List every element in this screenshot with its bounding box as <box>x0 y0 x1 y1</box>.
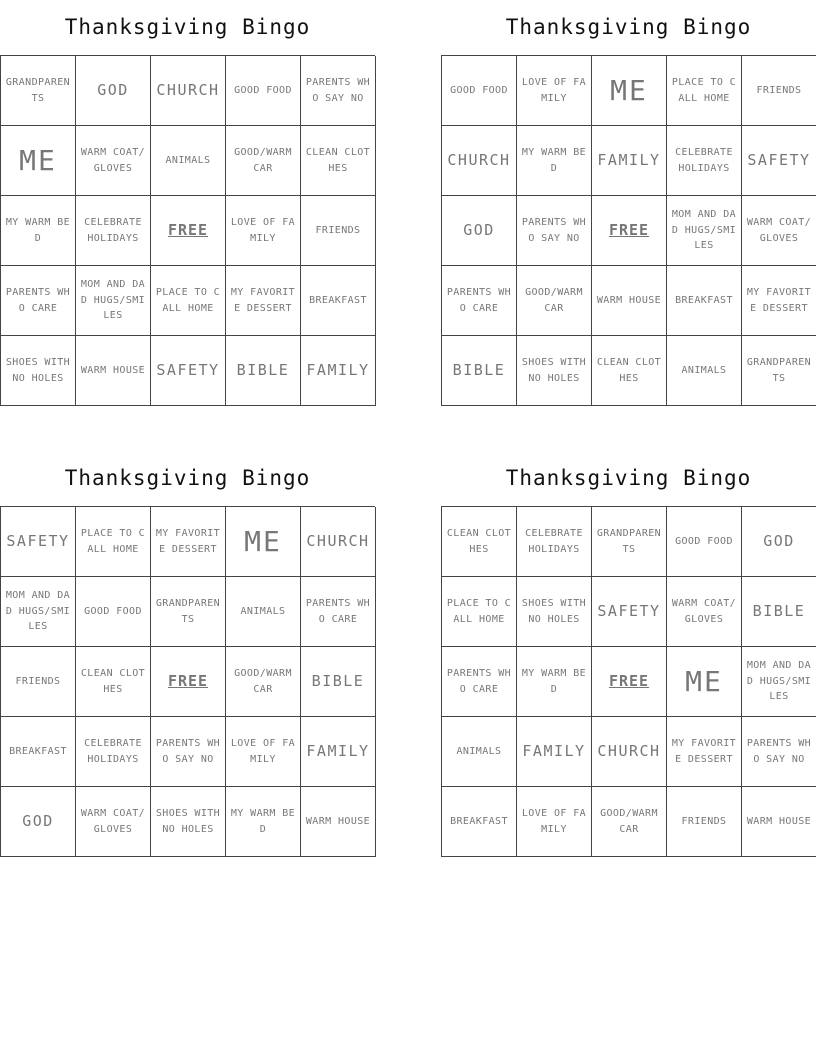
bingo-card-1 <box>0 0 375 406</box>
bingo-cell: ANIMALS <box>667 336 742 406</box>
bingo-cell: ME <box>667 647 742 717</box>
bingo-cell: GOOD/WARM CAR <box>226 126 301 196</box>
bingo-cell: WARM COAT/GLOVES <box>76 787 151 857</box>
bingo-cell: FAMILY <box>301 717 376 787</box>
card-title: Thanksgiving Bingo <box>505 466 752 490</box>
card-title: Thanksgiving Bingo <box>505 15 752 39</box>
bingo-cell: PARENTS WHO CARE <box>1 266 76 336</box>
bingo-cell: BREAKFAST <box>301 266 376 336</box>
bingo-cell: GOD <box>442 196 517 266</box>
bingo-cell: LOVE OF FAMILY <box>226 196 301 266</box>
free-space: FREE <box>592 196 667 266</box>
bingo-cell: BIBLE <box>226 336 301 406</box>
bingo-cell: SHOES WITH NO HOLES <box>1 336 76 406</box>
bingo-cell: CELEBRATE HOLIDAYS <box>76 717 151 787</box>
bingo-cell: WARM HOUSE <box>301 787 376 857</box>
bingo-cell: SHOES WITH NO HOLES <box>517 336 592 406</box>
bingo-cell: BIBLE <box>742 577 816 647</box>
bingo-cell: SHOES WITH NO HOLES <box>151 787 226 857</box>
bingo-cell: FAMILY <box>517 717 592 787</box>
bingo-cell: MOM AND DAD HUGS/SMILES <box>1 577 76 647</box>
bingo-cell: CHURCH <box>592 717 667 787</box>
bingo-cell: PARENTS WHO CARE <box>301 577 376 647</box>
bingo-cell: PARENTS WHO SAY NO <box>742 717 816 787</box>
bingo-cell: BREAKFAST <box>667 266 742 336</box>
bingo-grid <box>441 55 816 406</box>
bingo-cell: MY FAVORITE DESSERT <box>742 266 816 336</box>
bingo-cell: ANIMALS <box>442 717 517 787</box>
bingo-cell: GOOD/WARM CAR <box>592 787 667 857</box>
bingo-cell: PARENTS WHO CARE <box>442 647 517 717</box>
bingo-cell: PLACE TO CALL HOME <box>76 507 151 577</box>
bingo-cell: CELEBRATE HOLIDAYS <box>667 126 742 196</box>
bingo-cell: CHURCH <box>301 507 376 577</box>
bingo-cell: PLACE TO CALL HOME <box>442 577 517 647</box>
bingo-cell: GOOD/WARM CAR <box>517 266 592 336</box>
bingo-cell: GRANDPARENTS <box>742 336 816 406</box>
bingo-cell: MY WARM BED <box>517 647 592 717</box>
bingo-cell: WARM HOUSE <box>76 336 151 406</box>
bingo-cell: GOOD FOOD <box>76 577 151 647</box>
bingo-cell: GOOD FOOD <box>442 56 517 126</box>
bingo-grid <box>441 506 816 857</box>
bingo-cell: FAMILY <box>301 336 376 406</box>
bingo-cell: GOOD/WARM CAR <box>226 647 301 717</box>
bingo-cell: CLEAN CLOTHES <box>442 507 517 577</box>
bingo-card-3 <box>0 451 375 857</box>
card-title: Thanksgiving Bingo <box>64 466 311 490</box>
bingo-cell: MY FAVORITE DESSERT <box>667 717 742 787</box>
free-space: FREE <box>151 647 226 717</box>
bingo-cell: CELEBRATE HOLIDAYS <box>517 507 592 577</box>
bingo-cell: BREAKFAST <box>442 787 517 857</box>
bingo-cell: BIBLE <box>301 647 376 717</box>
bingo-cell: WARM COAT/GLOVES <box>742 196 816 266</box>
bingo-cell: SHOES WITH NO HOLES <box>517 577 592 647</box>
bingo-cell: SAFETY <box>151 336 226 406</box>
bingo-cell: LOVE OF FAMILY <box>517 56 592 126</box>
bingo-cell: SAFETY <box>592 577 667 647</box>
bingo-cell: MOM AND DAD HUGS/SMILES <box>76 266 151 336</box>
bingo-cell: SAFETY <box>1 507 76 577</box>
bingo-cell: MOM AND DAD HUGS/SMILES <box>742 647 816 717</box>
bingo-cell: MY FAVORITE DESSERT <box>151 507 226 577</box>
free-space: FREE <box>592 647 667 717</box>
bingo-cell: FRIENDS <box>1 647 76 717</box>
bingo-cell: CHURCH <box>151 56 226 126</box>
bingo-cell: CELEBRATE HOLIDAYS <box>76 196 151 266</box>
bingo-cell: GRANDPARENTS <box>151 577 226 647</box>
bingo-cell: GOD <box>76 56 151 126</box>
bingo-card-2 <box>441 0 816 406</box>
bingo-cell: GRANDPARENTS <box>1 56 76 126</box>
bingo-cell: PLACE TO CALL HOME <box>151 266 226 336</box>
bingo-cell: FRIENDS <box>301 196 376 266</box>
bingo-cell: BIBLE <box>442 336 517 406</box>
bingo-cell: BREAKFAST <box>1 717 76 787</box>
bingo-cell: MY WARM BED <box>517 126 592 196</box>
bingo-cell: WARM COAT/GLOVES <box>76 126 151 196</box>
bingo-cell: ME <box>1 126 76 196</box>
bingo-cell: PARENTS WHO SAY NO <box>517 196 592 266</box>
bingo-cell: PARENTS WHO SAY NO <box>301 56 376 126</box>
bingo-grid <box>0 55 375 406</box>
bingo-cell: PARENTS WHO SAY NO <box>151 717 226 787</box>
card-title: Thanksgiving Bingo <box>64 15 311 39</box>
bingo-cell: MY WARM BED <box>1 196 76 266</box>
bingo-cell: MOM AND DAD HUGS/SMILES <box>667 196 742 266</box>
bingo-cell: GOOD FOOD <box>667 507 742 577</box>
bingo-cell: MY FAVORITE DESSERT <box>226 266 301 336</box>
bingo-cell: PARENTS WHO CARE <box>442 266 517 336</box>
bingo-cell: ME <box>592 56 667 126</box>
bingo-cell: CLEAN CLOTHES <box>76 647 151 717</box>
bingo-cell: MY WARM BED <box>226 787 301 857</box>
free-space: FREE <box>151 196 226 266</box>
bingo-cell: FAMILY <box>592 126 667 196</box>
bingo-cell: CLEAN CLOTHES <box>301 126 376 196</box>
bingo-cell: ME <box>226 507 301 577</box>
bingo-cell: ANIMALS <box>151 126 226 196</box>
bingo-cell: WARM HOUSE <box>742 787 816 857</box>
bingo-cell: FRIENDS <box>667 787 742 857</box>
bingo-cell: LOVE OF FAMILY <box>517 787 592 857</box>
bingo-cell: GOD <box>1 787 76 857</box>
bingo-cell: PLACE TO CALL HOME <box>667 56 742 126</box>
bingo-cell: LOVE OF FAMILY <box>226 717 301 787</box>
bingo-cell: ANIMALS <box>226 577 301 647</box>
bingo-grid <box>0 506 375 857</box>
bingo-cell: FRIENDS <box>742 56 816 126</box>
bingo-card-4 <box>441 451 816 857</box>
bingo-cell: CLEAN CLOTHES <box>592 336 667 406</box>
bingo-cell: CHURCH <box>442 126 517 196</box>
bingo-cell: GRANDPARENTS <box>592 507 667 577</box>
bingo-cell: GOOD FOOD <box>226 56 301 126</box>
bingo-cell: GOD <box>742 507 816 577</box>
bingo-cell: WARM HOUSE <box>592 266 667 336</box>
bingo-cell: WARM COAT/GLOVES <box>667 577 742 647</box>
bingo-cell: SAFETY <box>742 126 816 196</box>
